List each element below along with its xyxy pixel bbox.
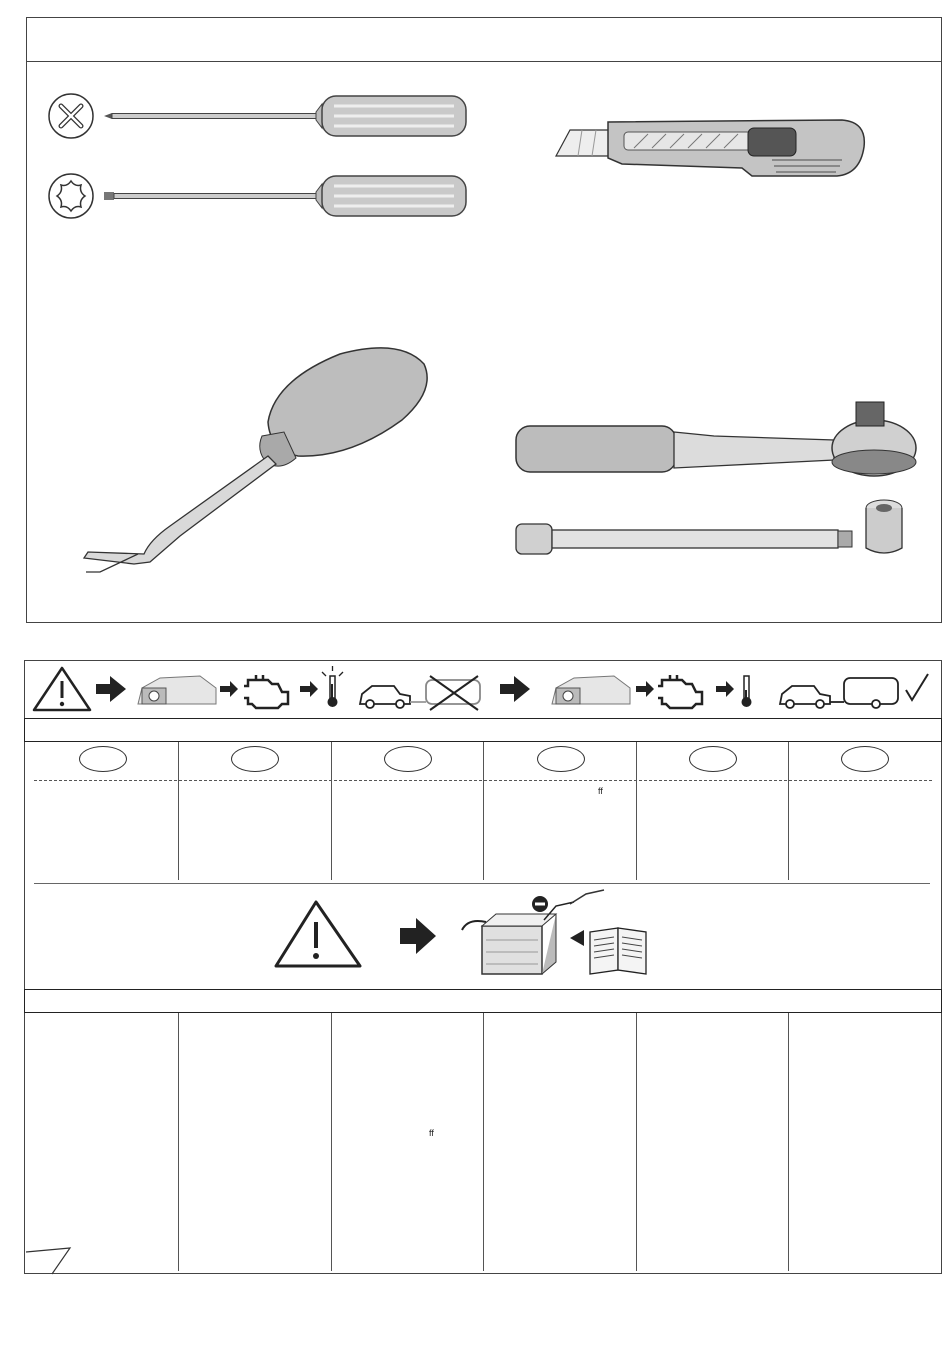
column-divider: [178, 742, 179, 880]
column-divider: [788, 742, 789, 880]
trim-removal-tool-icon: [80, 340, 440, 580]
manual-book-icon: [570, 928, 646, 974]
utility-knife-icon: [552, 112, 872, 184]
ratchet-wrench-icon: [514, 396, 924, 480]
horizontal-separator: [34, 883, 930, 884]
language-marker: [689, 746, 737, 772]
warning-icon-row: [30, 664, 940, 714]
tools-header-bar: [26, 17, 942, 62]
column-divider: [636, 1013, 637, 1271]
ligature-fragment: ff: [598, 786, 603, 796]
ligature-fragment: ff: [429, 1128, 434, 1138]
extension-bar-icon: [514, 518, 854, 564]
column-divider: [483, 742, 484, 880]
car-front-icon: [138, 676, 216, 704]
battery-warning-row: [274, 890, 654, 986]
language-marker: [537, 746, 585, 772]
arrow-right-icon: [96, 676, 126, 702]
car-trailer-check-icon: [780, 674, 928, 708]
arrow-right-icon: [400, 918, 436, 954]
phillips-screwdriver-icon: [44, 88, 474, 148]
car-trailer-crossed-icon: [360, 676, 480, 710]
section-bar-upper: [24, 718, 942, 742]
column-divider: [788, 1013, 789, 1271]
language-marker: [384, 746, 432, 772]
thermometer-hot-icon: [322, 666, 343, 707]
page-corner-mark: [24, 1244, 74, 1278]
warning-triangle-icon: [276, 902, 360, 966]
column-divider: [636, 742, 637, 880]
column-divider: [331, 1013, 332, 1271]
torx-screwdriver-icon: [44, 168, 474, 228]
language-marker: [841, 746, 889, 772]
language-marker: [79, 746, 127, 772]
column-divider: [178, 1013, 179, 1271]
language-marker: [231, 746, 279, 772]
column-divider: [331, 742, 332, 880]
engine-icon: [244, 675, 288, 708]
socket-icon: [862, 496, 906, 560]
warning-triangle-icon: [34, 668, 90, 710]
section-bar-lower: [24, 989, 942, 1013]
column-divider: [483, 1013, 484, 1271]
